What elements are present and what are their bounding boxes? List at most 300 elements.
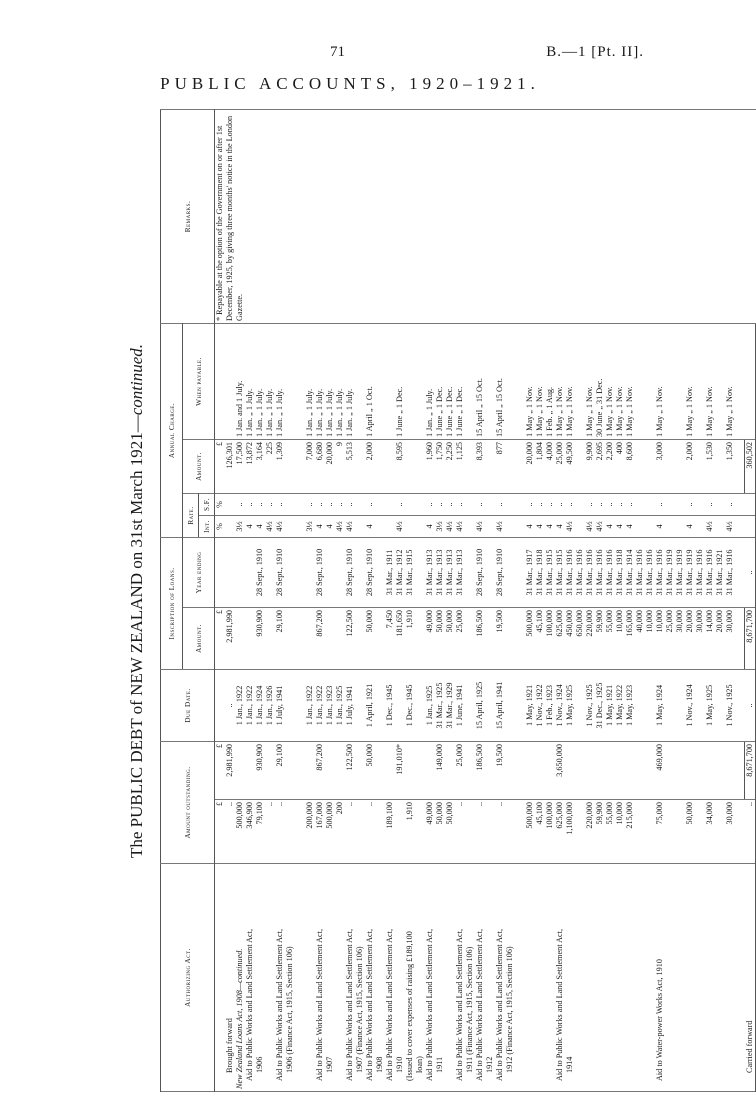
cell-sf: ..: [255, 493, 265, 515]
cell-chg: 20,000: [325, 439, 335, 493]
unit-percent-sf: %: [215, 493, 225, 515]
cell-os1: ..: [225, 800, 235, 864]
cell-sf: ..: [565, 493, 575, 515]
cell-ins: 930,900: [255, 607, 265, 669]
cell-ye: [235, 537, 245, 607]
cell-pay: 1 April „ 1 Oct.: [365, 323, 375, 439]
cell-ye: 31 Mar., 1913: [435, 537, 445, 607]
cell-int: [295, 515, 305, 537]
cell-pay: [675, 323, 685, 439]
cell-sf: ..: [325, 493, 335, 515]
cell-int: 4½: [495, 515, 505, 537]
cell-act: [735, 864, 745, 1092]
cell-due: [715, 669, 725, 741]
cell-int: [485, 515, 495, 537]
cell-sf: ..: [425, 493, 435, 515]
cell-os1: ..: [745, 800, 756, 864]
cell-act: Aid to Public Works and Land Settlement Act,: [385, 864, 395, 1092]
cell-int: 4½: [585, 515, 595, 537]
cell-due: 1 Jan., 1925: [425, 669, 435, 741]
cell-chg: 3,164: [255, 439, 265, 493]
cell-act: Aid to Public Works and Land Settlement Act,: [455, 864, 465, 1092]
cell-due: [635, 669, 645, 741]
cell-chg: [715, 439, 725, 493]
cell-os2: [705, 741, 715, 799]
cell-act: 1906: [255, 864, 265, 1092]
cell-ins: [505, 607, 515, 669]
cell-ye: 28 Sept., 1910: [475, 537, 485, 607]
cell-due: ..: [225, 669, 235, 741]
cell-os1: 500,000: [325, 800, 335, 864]
cell-ins: 40,000: [635, 607, 645, 669]
cell-act: [715, 864, 725, 1092]
cell-due: 1 Jan., 1924: [255, 669, 265, 741]
cell-due: [285, 669, 295, 741]
cell-chg: 360,502: [745, 439, 756, 493]
cell-pay: 1 May „ 1 Nov.: [705, 323, 715, 439]
cell-chg: 8,393: [475, 439, 485, 493]
cell-chg: 1,125: [455, 439, 465, 493]
cell-os2: [305, 741, 315, 799]
cell-ye: 31 Mar., 1921: [715, 537, 725, 607]
cell-due: 1 July, 1941: [275, 669, 285, 741]
cell-ye: [245, 537, 255, 607]
table-title-main: The PUBLIC DEBT of NEW ZEALAND on 31st March 1921—: [127, 415, 146, 859]
cell-chg: [295, 439, 305, 493]
cell-due: 1 Jan., 1925: [335, 669, 345, 741]
cell-ye: 31 Mar., 1917: [525, 537, 535, 607]
cell-sf: ..: [455, 493, 465, 515]
cell-ins: [265, 607, 275, 669]
cell-os2: [645, 741, 655, 799]
cell-chg: 8,595: [395, 439, 405, 493]
cell-chg: 1,750: [435, 439, 445, 493]
cell-ye: 31 Mar., 1916: [655, 537, 665, 607]
cell-os2: [335, 741, 345, 799]
cell-chg: 6,680: [315, 439, 325, 493]
cell-pay: 1 May „ 1 Nov.: [555, 323, 565, 439]
cell-sf: [715, 493, 725, 515]
cell-chg: 400: [615, 439, 625, 493]
cell-act: New Zealand Loans Act, 1908—continued.: [235, 864, 245, 1092]
cell-os1: [695, 800, 705, 864]
cell-ye: [375, 537, 385, 607]
cell-ye: [515, 537, 525, 607]
cell-pay: [505, 323, 515, 439]
cell-os2: [615, 741, 625, 799]
cell-act: (Issued to cover expenses of raising £189,100: [405, 864, 415, 1092]
cell-os2: [735, 741, 745, 799]
cell-int: [505, 515, 515, 537]
cell-act: 1908: [375, 864, 385, 1092]
cell-ins: 10,000: [615, 607, 625, 669]
cell-ins: [415, 607, 425, 669]
cell-ye: 31 Mar., 1913: [455, 537, 465, 607]
cell-os1: [635, 800, 645, 864]
cell-chg: [285, 439, 295, 493]
cell-os2: [675, 741, 685, 799]
cell-ins: 14,000: [705, 607, 715, 669]
cell-ye: 31 Mar., 1912: [395, 537, 405, 607]
cell-pay: [385, 323, 395, 439]
table-body: [215, 109, 756, 1091]
cell-due: [415, 669, 425, 741]
cell-ins: 165,000: [625, 607, 635, 669]
cell-sf: ..: [585, 493, 595, 515]
cell-os1: 59,900: [595, 800, 605, 864]
cell-ins: [485, 607, 495, 669]
cell-due: 1 Feb., 1923: [545, 669, 555, 741]
cell-os1: 189,100: [385, 800, 395, 864]
page-header: [0, 0, 700, 100]
cell-act: [695, 864, 705, 1092]
cell-os2: 867,200: [315, 741, 325, 799]
cell-os2: 19,500: [495, 741, 505, 799]
cell-chg: [645, 439, 655, 493]
cell-sf: ..: [545, 493, 555, 515]
header-charge-amount: Amount.: [183, 439, 215, 493]
cell-ins: 1,910: [405, 607, 415, 669]
cell-sf: ..: [525, 493, 535, 515]
unit-cell-payable: [215, 323, 225, 439]
cell-sf: ..: [345, 493, 355, 515]
cell-os2: 3,650,000: [555, 741, 565, 799]
cell-ins: [375, 607, 385, 669]
cell-os2: [565, 741, 575, 799]
cell-os1: 49,000: [425, 800, 435, 864]
cell-chg: 7,000: [305, 439, 315, 493]
cell-act: Aid to Public Works and Land Settlement Act,: [245, 864, 255, 1092]
cell-act: Brought forward: [225, 864, 235, 1092]
cell-os2: [445, 741, 455, 799]
cell-os1: [505, 800, 515, 864]
cell-act: [585, 864, 595, 1092]
cell-pay: 1 Jan. „ 1 July.: [425, 323, 435, 439]
cell-pay: 1 Jan. „ 1 July.: [265, 323, 275, 439]
cell-int: 4: [255, 515, 265, 537]
cell-ye: 31 Mar., 1919: [685, 537, 695, 607]
cell-due: [355, 669, 365, 741]
cell-os2: [515, 741, 525, 799]
header-rate-int: Int.: [199, 515, 215, 537]
running-title: PUBLIC ACCOUNTS, 1920–1921.: [160, 74, 540, 93]
cell-int: 4½: [395, 515, 405, 537]
cell-act: [685, 864, 695, 1092]
cell-ye: [265, 537, 275, 607]
cell-int: 4: [555, 515, 565, 537]
cell-sf: ..: [615, 493, 625, 515]
cell-sf: [745, 493, 756, 515]
cell-act: [575, 864, 585, 1092]
cell-due: 1 May, 1923: [625, 669, 635, 741]
cell-pay: 1 Jan. „ 1 July.: [345, 323, 355, 439]
cell-ins: 30,000: [695, 607, 705, 669]
cell-act: [705, 864, 715, 1092]
cell-os2: [695, 741, 705, 799]
cell-chg: [695, 439, 705, 493]
cell-act: [525, 864, 535, 1092]
cell-act: [545, 864, 555, 1092]
cell-pay: [355, 323, 365, 439]
cell-pay: [405, 323, 415, 439]
cell-ins: 50,000: [445, 607, 455, 669]
cell-due: 1 May, 1921: [525, 669, 535, 741]
cell-os1: ..: [275, 800, 285, 864]
cell-pay: 15 April „ 15 Oct.: [495, 323, 505, 439]
cell-ins: 20,000: [685, 607, 695, 669]
cell-pay: 1 Jan. „ 1 July.: [335, 323, 345, 439]
cell-os2: [245, 741, 255, 799]
cell-int: 3½: [305, 515, 315, 537]
cell-ins: 450,000: [565, 607, 575, 669]
cell-due: 1 Nov., 1924: [555, 669, 565, 741]
cell-os2: 469,000: [655, 741, 665, 799]
cell-os2: [715, 741, 725, 799]
cell-ins: 122,500: [345, 607, 355, 669]
cell-pay: 30 June „ 31 Dec.: [595, 323, 605, 439]
cell-sf: ..: [535, 493, 545, 515]
cell-os2: [685, 741, 695, 799]
cell-pay: [695, 323, 705, 439]
cell-due: 1 Jan., 1922: [305, 669, 315, 741]
cell-os1: 200,000: [305, 800, 315, 864]
cell-ye: 28 Sept., 1910: [345, 537, 355, 607]
cell-pay: [635, 323, 645, 439]
cell-act: [295, 864, 305, 1092]
cell-pay: 1 Jan. „ 1 July.: [325, 323, 335, 439]
cell-int: 4: [655, 515, 665, 537]
cell-ye: 28 Sept., 1910: [315, 537, 325, 607]
cell-os2: [405, 741, 415, 799]
cell-ye: [305, 537, 315, 607]
cell-sf: [485, 493, 495, 515]
cell-os2: 122,500: [345, 741, 355, 799]
cell-chg: 49,500: [565, 439, 575, 493]
cell-pay: 1 May „ 1 Nov.: [605, 323, 615, 439]
cell-due: 1 May, 1924: [655, 669, 665, 741]
cell-ins: [355, 607, 365, 669]
cell-sf: ..: [365, 493, 375, 515]
cell-os2: 191,010*: [395, 741, 405, 799]
cell-ins: 7,450: [385, 607, 395, 669]
cell-act: [665, 864, 675, 1092]
cell-chg: [515, 439, 525, 493]
cell-os1: 220,000: [585, 800, 595, 864]
cell-chg: [675, 439, 685, 493]
cell-os1: ..: [345, 800, 355, 864]
cell-ye: 31 Mar., 1915: [545, 537, 555, 607]
cell-chg: [465, 439, 475, 493]
cell-chg: 5,513: [345, 439, 355, 493]
cell-act: [305, 864, 315, 1092]
cell-ye: 31 Mar., 1916: [605, 537, 615, 607]
cell-act: Aid to Public Works and Land Settlement Act,: [475, 864, 485, 1092]
cell-ins: [325, 607, 335, 669]
cell-int: 4½: [725, 515, 735, 537]
unit-cell-act: [215, 864, 225, 1092]
cell-ye: [295, 537, 305, 607]
cell-ye: 31 Mar., 1915: [405, 537, 415, 607]
cell-pay: 1 June „ 1 Dec.: [435, 323, 445, 439]
cell-sf: [675, 493, 685, 515]
cell-ye: 31 Mar., 1916: [705, 537, 715, 607]
cell-pay: [295, 323, 305, 439]
cell-act: [265, 864, 275, 1092]
cell-chg: 225: [265, 439, 275, 493]
cell-chg: 126,301: [225, 439, 235, 493]
cell-chg: 8,600: [625, 439, 635, 493]
cell-due: 1 Jan., 1922: [315, 669, 325, 741]
cell-int: 3½: [235, 515, 245, 537]
cell-os1: ..: [365, 800, 375, 864]
cell-os2: [375, 741, 385, 799]
cell-ye: 31 Mar., 1916: [585, 537, 595, 607]
cell-chg: 3,000: [655, 439, 665, 493]
cell-sf: [735, 493, 745, 515]
cell-chg: [505, 439, 515, 493]
cell-sf: [385, 493, 395, 515]
cell-pay: [575, 323, 585, 439]
cell-chg: [405, 439, 415, 493]
header-remarks: Remarks.: [161, 109, 215, 323]
cell-due: 1 Dec., 1945: [405, 669, 415, 741]
cell-due: 1 Nov., 1922: [535, 669, 545, 741]
cell-pay: [665, 323, 675, 439]
cell-int: 4: [605, 515, 615, 537]
cell-due: 15 April, 1925: [475, 669, 485, 741]
cell-act: Aid to Public Works and Land Settlement Act,: [315, 864, 325, 1092]
cell-int: 4½: [275, 515, 285, 537]
cell-int: 4½: [475, 515, 485, 537]
cell-int: 4: [525, 515, 535, 537]
cell-os1: 346,900: [245, 800, 255, 864]
cell-chg: [415, 439, 425, 493]
cell-act: loan): [415, 864, 425, 1092]
cell-int: 4: [245, 515, 255, 537]
cell-sf: [225, 493, 235, 515]
cell-sf: ..: [475, 493, 485, 515]
cell-int: 3½: [435, 515, 445, 537]
cell-chg: [735, 439, 745, 493]
cell-ins: 2,981,990: [225, 607, 235, 669]
cell-int: [355, 515, 365, 537]
cell-ye: 28 Sept., 1910: [495, 537, 505, 607]
unit-percent-int: %: [215, 515, 225, 537]
cell-pay: 15 April „ 15 Oct.: [475, 323, 485, 439]
cell-os2: [265, 741, 275, 799]
cell-due: 1 Nov., 1925: [585, 669, 595, 741]
cell-chg: 9,900: [585, 439, 595, 493]
cell-int: [225, 515, 235, 537]
cell-ye: 31 Mar., 1919: [675, 537, 685, 607]
cell-os1: [735, 800, 745, 864]
cell-ye: 28 Sept., 1910: [275, 537, 285, 607]
cell-ye: 31 Mar., 1916: [575, 537, 585, 607]
cell-due: 1 May, 1921: [605, 669, 615, 741]
unit-pound-inscription: £: [215, 607, 225, 669]
cell-sf: [695, 493, 705, 515]
cell-due: 1 Jan., 1923: [325, 669, 335, 741]
cell-os1: 167,000: [315, 800, 325, 864]
cell-os2: [355, 741, 365, 799]
cell-sf: ..: [335, 493, 345, 515]
cell-chg: 25,000: [555, 439, 565, 493]
header-rate: Rate.: [183, 493, 199, 537]
cell-os1: [675, 800, 685, 864]
cell-os2: 50,000: [365, 741, 375, 799]
header-rate-sf: S.F.: [199, 493, 215, 515]
cell-int: [515, 515, 525, 537]
cell-ye: 31 Mar., 1914: [625, 537, 635, 607]
cell-os2: [535, 741, 545, 799]
cell-os2: [485, 741, 495, 799]
cell-due: [465, 669, 475, 741]
cell-sf: ..: [275, 493, 285, 515]
unit-pound-charge: £: [215, 439, 225, 493]
cell-due: 15 April, 1941: [495, 669, 505, 741]
cell-os1: 50,000: [445, 800, 455, 864]
cell-ye: 31 Mar., 1918: [615, 537, 625, 607]
unit-pound-os1: £: [215, 800, 225, 864]
cell-chg: 1,804: [535, 439, 545, 493]
cell-due: [505, 669, 515, 741]
cell-ins: 10,000: [645, 607, 655, 669]
cell-ye: 28 Sept., 1910: [255, 537, 265, 607]
cell-ins: 625,000: [555, 607, 565, 669]
cell-pay: [645, 323, 655, 439]
table-title-suffix: continued.: [127, 343, 146, 416]
cell-pay: [415, 323, 425, 439]
cell-ye: 31 Mar., 1916: [595, 537, 605, 607]
cell-int: [695, 515, 705, 537]
cell-ins: 50,000: [365, 607, 375, 669]
cell-os1: [485, 800, 495, 864]
cell-ye: [355, 537, 365, 607]
cell-sf: ..: [445, 493, 455, 515]
cell-ins: [335, 607, 345, 669]
cell-chg: 1,309: [275, 439, 285, 493]
cell-int: 4½: [595, 515, 605, 537]
cell-pay: [225, 323, 235, 439]
cell-sf: [645, 493, 655, 515]
cell-os1: 100,000: [545, 800, 555, 864]
cell-due: ..: [745, 669, 756, 741]
cell-sf: ..: [725, 493, 735, 515]
cell-act: 1912 (Finance Act, 1915, Section 106): [505, 864, 515, 1092]
cell-chg: 1,960: [425, 439, 435, 493]
header-due-date: Due Date.: [161, 669, 215, 741]
cell-chg: 2,200: [605, 439, 615, 493]
cell-act: 1911: [435, 864, 445, 1092]
cell-act: [635, 864, 645, 1092]
cell-int: 4½: [455, 515, 465, 537]
cell-pay: [735, 323, 745, 439]
cell-pay: 1 Jan. „ 1 July.: [315, 323, 325, 439]
cell-os1: ..: [475, 800, 485, 864]
cell-ins: 20,000: [715, 607, 725, 669]
cell-sf: ..: [495, 493, 505, 515]
cell-pay: 1 Jan. „ 1 July.: [245, 323, 255, 439]
cell-act: Aid to Public Works and Land Settlement Act,: [345, 864, 355, 1092]
cell-chg: 9: [335, 439, 345, 493]
cell-pay: 1 May „ 1 Nov.: [685, 323, 695, 439]
rotated-table-area: [118, 110, 755, 1092]
cell-due: [485, 669, 495, 741]
cell-due: [375, 669, 385, 741]
cell-int: [735, 515, 745, 537]
unit-row: [215, 109, 225, 1091]
header-amount-outstanding: Amount outstanding.: [161, 741, 215, 863]
